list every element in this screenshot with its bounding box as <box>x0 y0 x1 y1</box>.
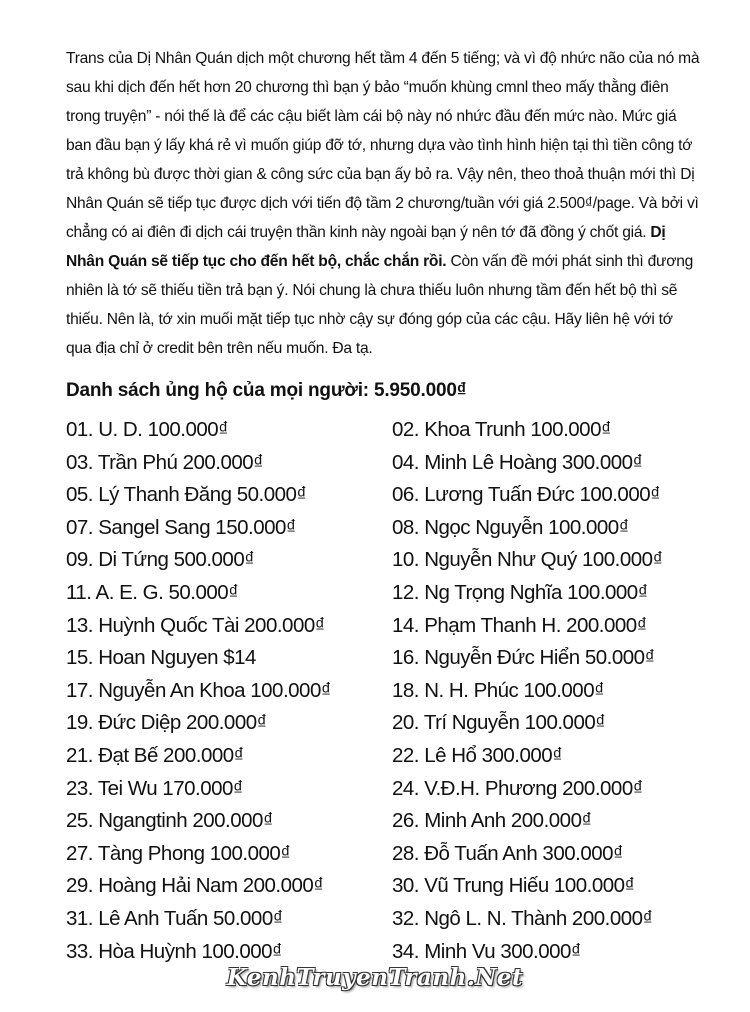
donor-item: 34. Minh Vu 300.000₫ <box>392 939 581 963</box>
donor-item: 21. Đạt Bế 200.000₫ <box>66 744 244 767</box>
donor-item: 19. Đức Diệp 200.000₫ <box>66 711 267 735</box>
donor-item: 09. Di Tứng 500.000₫ <box>66 548 255 572</box>
intro-emphasis: Dị Nhân Quán sẽ tiếp tục cho đến hết bộ, chắc chắn rồi. <box>66 224 666 270</box>
donor-item: 11. A. E. G. 50.000₫ <box>66 581 239 604</box>
intro-text-part2: Còn vấn đề mới phát sinh thì đương nhiên là tớ sẽ thiếu tiền trả bạn ý. Nói chung là chưa thiếu luôn nhưng tầm đến hết bộ thì sẽ thiếu. Nên là, tớ xin muối mặt tiếp tục nhờ cậy sự đóng góp của các cậu. Hãy liên hệ với tớ qua địa chỉ ở credit bên trên nếu muốn. Đa tạ. <box>66 253 694 357</box>
donor-item: 06. Lương Tuấn Đức 100.000₫ <box>392 483 661 507</box>
donor-item: 22. Lê Hổ 300.000₫ <box>392 744 563 767</box>
donor-item: 03. Trần Phú 200.000₫ <box>66 450 264 474</box>
donor-item: 30. Vũ Trung Hiếu 100.000₫ <box>392 874 635 898</box>
donor-item: 07. Sangel Sang 150.000₫ <box>66 515 296 539</box>
donor-item: 14. Phạm Thanh H. 200.000₫ <box>392 613 647 637</box>
donor-item: 16. Nguyễn Đức Hiển 50.000₫ <box>392 646 655 670</box>
donor-item: 04. Minh Lê Hoàng 300.000₫ <box>392 450 643 474</box>
donor-item: 05. Lý Thanh Đăng 50.000₫ <box>66 483 307 507</box>
donor-item: 10. Nguyễn Như Quý 100.000₫ <box>392 548 663 572</box>
donor-item: 25. Ngangtinh 200.000₫ <box>66 809 273 833</box>
donor-item: 20. Trí Nguyễn 100.000₫ <box>392 711 606 735</box>
donor-item: 31. Lê Anh Tuấn 50.000₫ <box>66 907 283 930</box>
donor-item: 32. Ngô L. N. Thành 200.000₫ <box>392 907 653 930</box>
donor-list-heading: Danh sách ủng hộ của mọi người: 5.950.000₫ <box>66 380 467 401</box>
intro-paragraph <box>66 44 702 363</box>
donor-item: 17. Nguyễn An Khoa 100.000₫ <box>66 678 331 702</box>
donor-item: 29. Hoàng Hải Nam 200.000₫ <box>66 874 324 898</box>
donor-item: 23. Tei Wu 170.000₫ <box>66 776 243 800</box>
donor-item: 08. Ngọc Nguyễn 100.000₫ <box>392 515 629 539</box>
intro-text-part1: Trans của Dị Nhân Quán dịch một chương hết tầm 4 đến 5 tiếng; và vì độ nhức não của nó mà sau khi dịch đến hết hơn 20 chương thì bạn ý bảo “muốn khùng cmnl theo mấy thằng điên trong truyện” - nói thế là để các cậu biết làm cái bộ này nó nhức đầu đến mức nào. Mức giá ban đầu bạn ý lấy khá rẻ vì muốn giúp đỡ tớ, nhưng dựa vào tình hình hiện tại thì tiền công tớ trả không bù được thời gian & công sức của bạn ấy bỏ ra. Vậy nên, theo thoả thuận mới thì Dị Nhân Quán sẽ tiếp tục được dịch với tiến độ tầm 2 chương/tuần với giá 2.500₫/page. Và bởi vì chẳng có ai điên đi dịch cái truyện thần kinh này ngoài bạn ý nên tớ đã đồng ý chốt giá. <box>66 50 700 241</box>
donor-item: 15. Hoan Nguyen $14 <box>66 646 256 670</box>
donor-item: 27. Tàng Phong 100.000₫ <box>66 841 291 865</box>
donor-item: 24. V.Đ.H. Phương 200.000₫ <box>392 776 643 800</box>
donor-item: 13. Huỳnh Quốc Tài 200.000₫ <box>66 613 325 637</box>
donor-item: 18. N. H. Phúc 100.000₫ <box>392 678 605 702</box>
donor-item: 01. U. D. 100.000₫ <box>66 418 229 441</box>
donor-item: 12. Ng Trọng Nghĩa 100.000₫ <box>392 581 648 604</box>
donor-item: 02. Khoa Trunh 100.000₫ <box>392 418 612 441</box>
site-watermark: KenhTruyenTranh.Net <box>226 964 524 991</box>
donor-item: 33. Hòa Huỳnh 100.000₫ <box>66 939 283 963</box>
donor-item: 26. Minh Anh 200.000₫ <box>392 809 592 833</box>
donor-item: 28. Đỗ Tuấn Anh 300.000₫ <box>392 841 624 865</box>
